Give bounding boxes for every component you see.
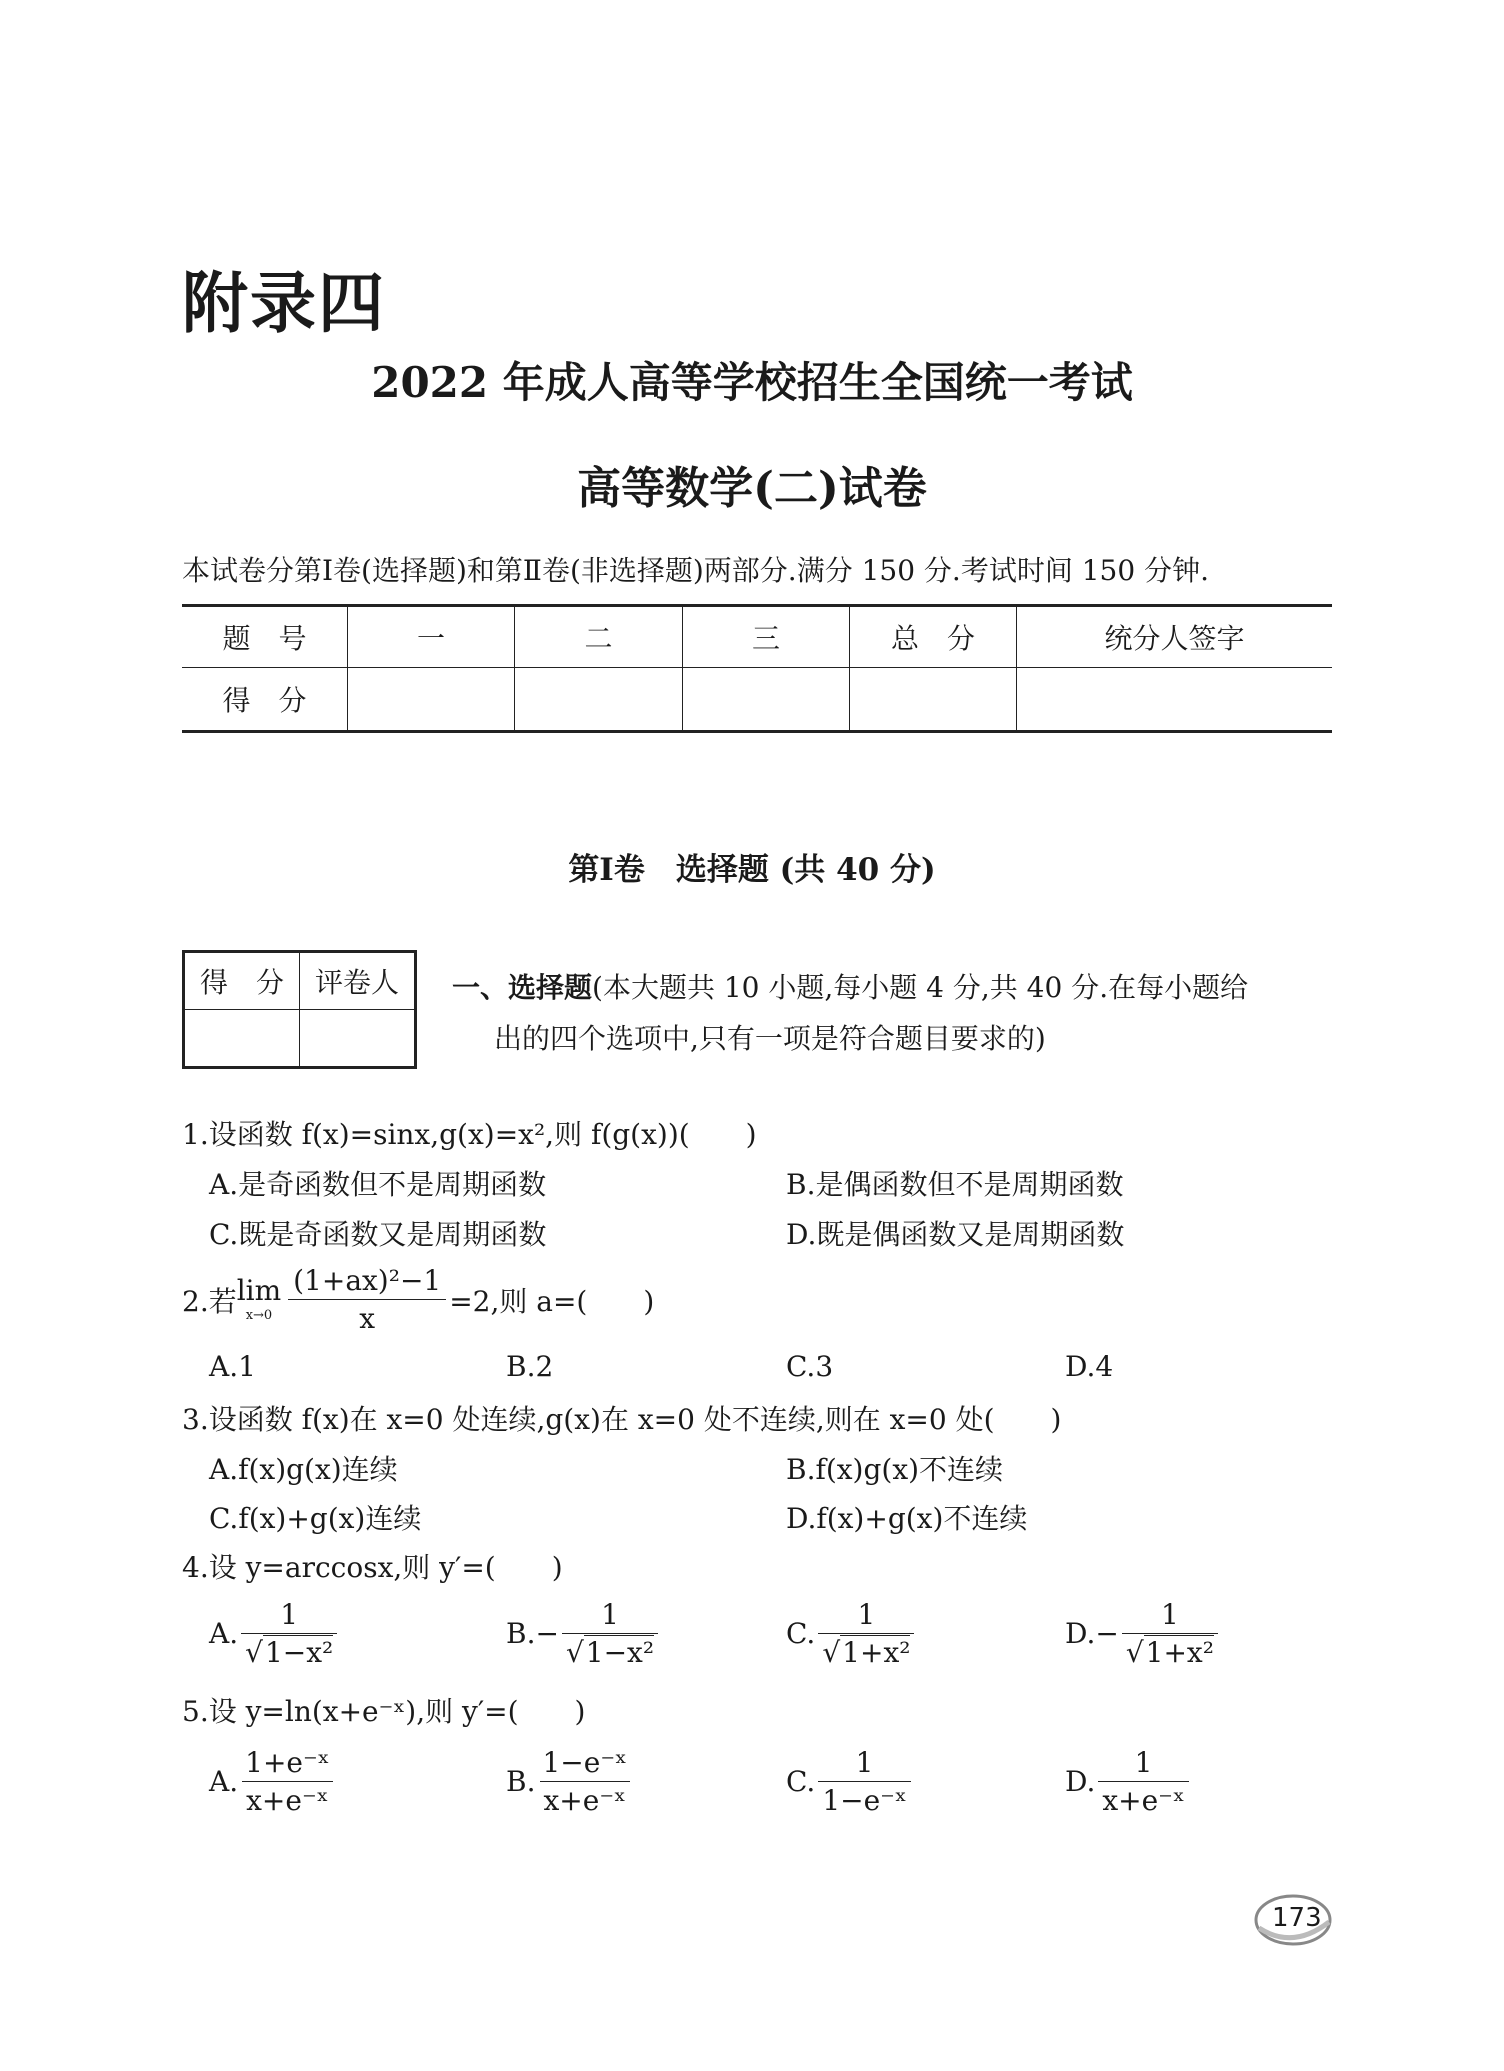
q1-option-a: A.是奇函数但不是周期函数 (209, 1168, 547, 1201)
q5-option-b (506, 1746, 634, 1817)
exam-title: 2022 年成人高等学校招生全国统一考试 (371, 358, 1133, 407)
grader-name-label: 评卷人 (300, 952, 416, 1010)
q2-option-c: C.3 (786, 1350, 834, 1383)
sqrt-symbol: √ (822, 1636, 841, 1669)
score-cell-part2: 二 (515, 606, 683, 668)
q4-d-radicand: 1+x² (1145, 1636, 1214, 1669)
q3-stem: 3.设函数 f(x)在 x=0 处连续,g(x)在 x=0 处不连续,则在 x=0 处( ) (182, 1403, 1062, 1436)
q4-c-fraction (818, 1598, 914, 1669)
q5-option-d (1065, 1746, 1192, 1817)
sqrt-symbol: √ (245, 1636, 263, 1669)
score-cell-signature: 统分人签字 (1017, 606, 1333, 668)
q5-d-fraction (1098, 1746, 1188, 1817)
q5-option-c (786, 1746, 914, 1817)
q5-b-label: B. (506, 1765, 536, 1798)
score-cell-total: 总 分 (850, 606, 1017, 668)
q5-a-num: 1+e⁻ˣ (245, 1746, 330, 1779)
q3-option-b: B.f(x)g(x)不连续 (786, 1453, 1004, 1486)
q5-a-fraction (241, 1746, 334, 1817)
q4-b-fraction (562, 1598, 658, 1669)
q5-d-label: D. (1065, 1765, 1096, 1798)
sqrt-symbol: √ (565, 1636, 584, 1669)
q5-a-label: A. (209, 1765, 239, 1798)
q4-b-num: 1 (601, 1598, 619, 1631)
score-cell-part1: 一 (348, 606, 515, 668)
q4-d-den (1122, 1633, 1218, 1669)
q4-option-a (209, 1598, 340, 1669)
q5-option-a (209, 1746, 337, 1817)
grader-blank (184, 1010, 300, 1068)
q4-c-num: 1 (857, 1598, 876, 1631)
appendix-heading: 附录四 (182, 265, 386, 342)
q2-prefix: 2.若 (182, 1284, 237, 1318)
q4-a-label: A. (209, 1617, 239, 1650)
score-cell-label: 题 号 (182, 606, 348, 668)
q2-option-b: B.2 (506, 1350, 554, 1383)
score-table-score-row (182, 668, 1332, 732)
q4-c-label: C. (786, 1617, 816, 1650)
q1-option-c: C.既是奇函数又是周期函数 (209, 1218, 547, 1251)
q3-option-c: C.f(x)+g(x)连续 (209, 1502, 422, 1535)
q4-b-label: B.− (506, 1617, 559, 1650)
q4-b-radicand: 1−x² (585, 1636, 655, 1669)
score-blank (515, 668, 683, 732)
q4-d-fraction (1122, 1598, 1218, 1669)
grader-table (182, 950, 417, 1069)
intro-text: 本试卷分第Ⅰ卷(选择题)和第Ⅱ卷(非选择题)两部分.满分 150 分.考试时间 150 分钟. (182, 554, 1209, 587)
q2-suffix: =2,则 a=( ) (449, 1284, 655, 1318)
q1-option-b: B.是偶函数但不是周期函数 (786, 1168, 1124, 1201)
q5-c-label: C. (786, 1765, 816, 1798)
grader-blank (300, 1010, 416, 1068)
instruction-line-2: 出的四个选项中,只有一项是符合题目要求的) (494, 1022, 1046, 1055)
q4-d-num: 1 (1160, 1598, 1179, 1631)
paper-title: 高等数学(二)试卷 (577, 463, 927, 514)
q2-numerator: (1+ax)²−1 (293, 1264, 442, 1297)
q4-a-radicand: 1−x² (264, 1636, 334, 1669)
q1-stem: 1.设函数 f(x)=sinx,g(x)=x²,则 f(g(x))( ) (182, 1118, 757, 1151)
q4-option-d (1065, 1598, 1221, 1669)
q5-a-den: x+e⁻ˣ (242, 1781, 332, 1817)
section-title: 第Ⅰ卷 选择题 (共 40 分) (568, 852, 936, 888)
instruction-heading: 一、选择题 (452, 971, 593, 1004)
q5-b-fraction (538, 1746, 631, 1817)
instruction-line-1 (452, 966, 1248, 1006)
score-row-label: 得 分 (182, 668, 348, 732)
q5-c-num: 1 (855, 1746, 874, 1779)
q4-b-den (562, 1633, 658, 1669)
q4-c-den (818, 1633, 914, 1669)
q2-fraction (288, 1264, 446, 1335)
q4-a-fraction (241, 1598, 337, 1669)
q3-option-a: A.f(x)g(x)连续 (209, 1453, 398, 1486)
q5-d-num: 1 (1134, 1746, 1153, 1779)
score-blank (348, 668, 515, 732)
q4-stem: 4.设 y=arccosx,则 y′=( ) (182, 1551, 563, 1584)
score-blank (1017, 668, 1333, 732)
q5-d-den: x+e⁻ˣ (1098, 1781, 1188, 1817)
q5-b-den: x+e⁻ˣ (540, 1781, 630, 1817)
q3-option-d: D.f(x)+g(x)不连续 (786, 1502, 1028, 1535)
score-table-header-row (182, 606, 1332, 668)
score-cell-part3: 三 (683, 606, 850, 668)
q2-lim-word: lim (236, 1274, 282, 1307)
grader-score-label: 得 分 (184, 952, 300, 1010)
q2-lim-sub: x→0 (245, 1308, 273, 1323)
q4-d-label: D.− (1065, 1617, 1119, 1650)
instruction-text: (本大题共 10 小题,每小题 4 分,共 40 分.在每小题给 (592, 971, 1249, 1004)
q4-a-den (241, 1633, 337, 1669)
q4-a-num: 1 (280, 1598, 299, 1631)
score-blank (683, 668, 850, 732)
q2-option-d: D.4 (1065, 1350, 1114, 1383)
score-blank (850, 668, 1017, 732)
page-number: 173 (1272, 1903, 1322, 1933)
q1-option-d: D.既是偶函数又是周期函数 (786, 1218, 1125, 1251)
q4-option-c (786, 1598, 917, 1669)
q5-c-fraction (818, 1746, 911, 1817)
q2-stem (182, 1264, 654, 1335)
q5-c-den: 1−e⁻ˣ (818, 1781, 911, 1817)
q2-option-a: A.1 (209, 1350, 256, 1383)
q4-option-b (506, 1598, 661, 1669)
q4-c-radicand: 1+x² (842, 1636, 911, 1669)
q5-b-num: 1−e⁻ˣ (542, 1746, 627, 1779)
score-table (182, 604, 1332, 733)
q2-limit (236, 1274, 282, 1323)
q2-denominator: x (288, 1299, 446, 1335)
sqrt-symbol: √ (1125, 1636, 1144, 1669)
q5-stem: 5.设 y=ln(x+e⁻ˣ),则 y′=( ) (182, 1695, 586, 1728)
